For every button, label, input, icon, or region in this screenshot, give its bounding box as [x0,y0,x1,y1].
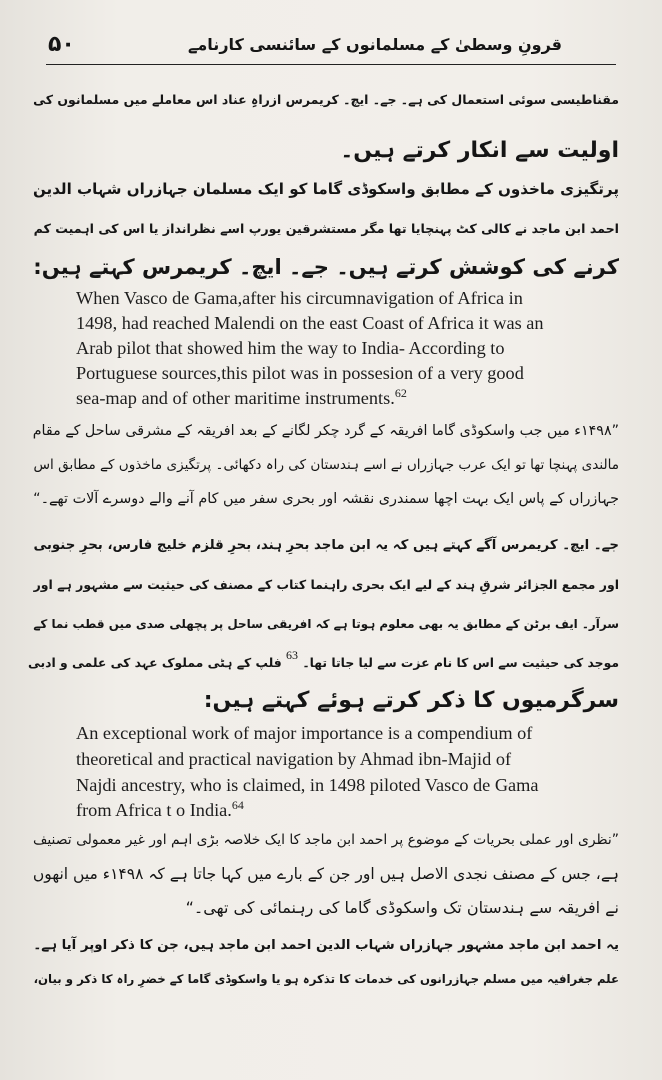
translation-line: ”۱۴۹۸ء میں جب واسکوڈی گاما افریقہ کے گرد چکر لگانے کے بعد افریقہ کے مشرقی ساحل کے مقام [32,423,619,439]
paragraph-line: یہ احمد ابن ماجد مشہور جہازراں شہاب الدین احمد ابن ماجد ہیں، جن کا ذکر اوپر آیا ہے۔ [33,938,619,953]
quote-line: theoretical and practical navigation by Ahmad ibn-Majid of [76,749,512,769]
paragraph-line: سرگرمیوں کا ذکر کرتے ہوئے کہتے ہیں: [203,688,619,713]
quote-text: sea-map and of other maritime instruments. [76,388,395,408]
paragraph-line: اولیت سے انکار کرتے ہیں۔ [340,138,619,163]
translation-line: نے افریقہ سے ہندستان تک واسکوڈی گاما کی رہنمائی کی تھی۔“ [185,898,619,917]
footnote-ref: 63 [286,648,299,662]
paragraph-text: موجد کی حیثیت سے اس کا نام عزت سے لیا جاتا تھا۔ [302,656,619,670]
paragraph-text: فلپ کے ہٹی مملوک عہد کی علمی و ادبی [27,656,282,670]
footnote-ref: 62 [394,386,407,400]
paragraph-line: اور مجمع الجزائر شرقِ ہند کے لیے ایک بحری راہنما کتاب کے مصنف کی حیثیت سے مشہور ہے اور [33,577,619,592]
translation-line: ”نظری اور عملی بحریات کے موضوع پر احمد ابن ماجد کا ایک خلاصہ بڑی اہم اور غیر معمولی تصنیف [32,832,619,848]
header-divider [46,64,616,65]
running-header-title: قرونِ وسطیٰ کے مسلمانوں کے سائنسی کارنامے [188,35,562,54]
quote-line-last [76,797,244,823]
paragraph-line: احمد ابن ماجد نے کالی کٹ پہنچایا تھا مگر مستشرقین یورپ اسے نظرانداز یا اس کی اہمیت کم [33,221,619,236]
quote-line: When Vasco de Gama,after his circumnavigation of Africa in [76,288,523,308]
paragraph-line: جے۔ ایچ۔ کریمرس آگے کہتے ہیں کہ یہ ابن ماجد بحرِ ہند، بحرِ قلزم خلیج فارس، بحرِ جنوبی [33,538,619,553]
quote-line-last [76,385,407,411]
quote-line: An exceptional work of major importance is a compendium of [76,723,533,743]
footnote-ref: 64 [231,798,244,812]
translation-line: جہازراں کے پاس ایک بہت اچھا سمندری نقشہ اور بحری سفر میں کام آنے والے دوسرے آلات تھے۔“ [33,491,619,507]
paragraph-line: کرنے کی کوشش کرتے ہیں۔ جے۔ ایچ۔ کریمرس کہتے ہیں: [33,254,619,279]
paragraph-line [28,648,619,678]
quote-text: from Africa t o India. [76,800,232,820]
paragraph-line: پرتگیزی ماخذوں کے مطابق واسکوڈی گاما کو ایک مسلمان جہازراں شہاب الدین [32,180,619,198]
paragraph-line: مقناطیسی سوئی استعمال کی ہے۔ جے۔ ایچ۔ کریمرس ازراہِ عناد اس معاملے میں مسلمانوں کی [33,92,619,107]
quote-line: 1498, had reached Malendi on the east Coast of Africa it was an [76,313,544,333]
quote-line: Najdi ancestry, who is claimed, in 1498 piloted Vasco de Gama [76,775,539,795]
paragraph-line: سرآر۔ ایف برٹن کے مطابق یہ بھی معلوم ہوتا ہے کہ افریقی ساحل پر پچھلی صدی میں قطب نما کے [33,617,619,631]
translation-line: مالندی پہنچا تھا تو ایک عرب جہازراں نے اسے ہندستان کی راہ دکھائی۔ پرتگیزی ماخذوں کے مطابق اس [33,457,619,473]
paragraph-line: علم جغرافیہ میں مسلم جہازرانوں کی خدمات کا تذکرہ ہو یا واسکوڈی گاما کے خضرِ راہ کا ذکر و بیان، [33,972,619,986]
quote-line: Arab pilot that showed him the way to India- According to [76,338,505,358]
quote-line: Portuguese sources,this pilot was in possesion of a very good [76,363,524,383]
page-number: ۵۰ [48,32,75,57]
translation-line: ہے، جس کے مصنف نجدی الاصل ہیں اور جن کے بارے میں کہا جاتا ہے کہ ۱۴۹۸ء میں انھوں [32,865,619,883]
